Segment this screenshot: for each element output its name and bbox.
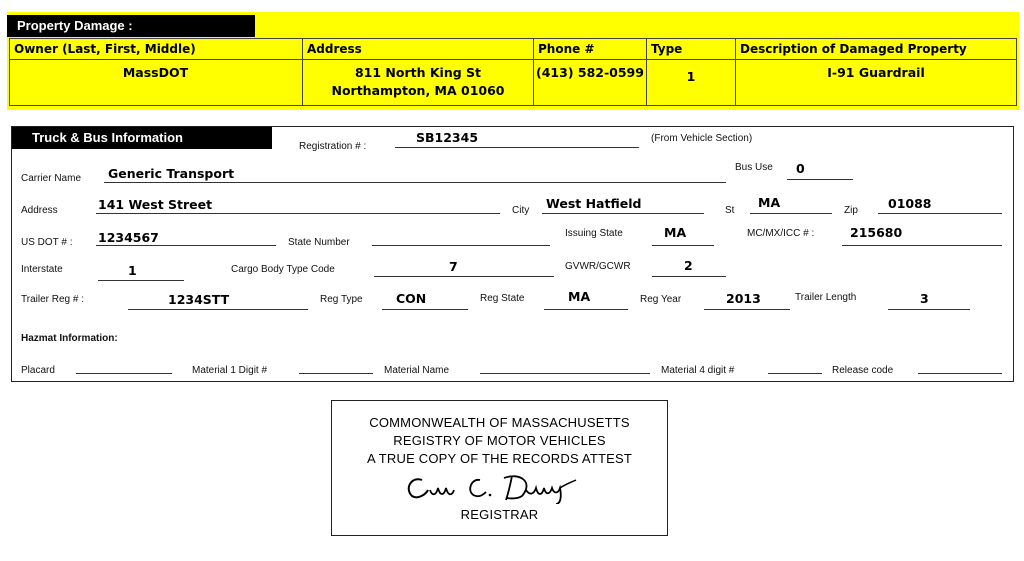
- type-cell: [647, 60, 736, 106]
- us-dot-label: US DOT # :: [21, 237, 73, 248]
- trailer-length-label: Trailer Length: [795, 292, 857, 303]
- owner-header: Owner (Last, First, Middle): [10, 39, 303, 60]
- from-vehicle-note: (From Vehicle Section): [651, 133, 753, 144]
- stamp-line1: COMMONWEALTH OF MASSACHUSETTS: [369, 415, 630, 430]
- address-cell: [303, 60, 534, 106]
- bus-use-label: Bus Use: [735, 162, 773, 173]
- trailer-reg-line: [128, 309, 308, 310]
- mc-mx-icc-label: MC/MX/ICC # :: [747, 228, 815, 239]
- hazmat-title: Hazmat Information:: [21, 333, 118, 344]
- reg-year-label: Reg Year: [640, 294, 682, 305]
- st-label: St: [725, 205, 735, 216]
- cargo-body-label: Cargo Body Type Code: [231, 264, 335, 275]
- release-code-label: Release code: [832, 365, 894, 376]
- gvwr-value: 2: [684, 258, 693, 273]
- property-damage-table: [9, 38, 1017, 106]
- table-row: [10, 60, 1017, 106]
- mc-mx-icc-value: 215680: [850, 225, 903, 240]
- gvwr-line: [652, 276, 726, 277]
- type-value: 1: [686, 69, 696, 84]
- state-number-line: [372, 245, 550, 246]
- interstate-line: [98, 280, 184, 281]
- material4-line: [768, 373, 822, 374]
- bus-use-line: [787, 179, 853, 180]
- reg-year-value: 2013: [726, 291, 761, 306]
- issuing-state-label: Issuing State: [565, 228, 623, 239]
- bus-use-value: 0: [796, 161, 805, 176]
- us-dot-value: 1234567: [98, 230, 159, 245]
- trailer-reg-label: Trailer Reg # :: [21, 294, 84, 305]
- zip-label: Zip: [844, 205, 858, 216]
- release-code-line: [918, 373, 1002, 374]
- us-dot-line: [96, 245, 276, 246]
- reg-type-line: [382, 309, 468, 310]
- property-damage-title: Property Damage :: [7, 15, 255, 37]
- registration-line: [395, 147, 639, 148]
- mc-mx-icc-line: [842, 245, 1002, 246]
- city-label: City: [512, 205, 530, 216]
- zip-line: [878, 213, 1002, 214]
- city-line: [542, 213, 704, 214]
- trailer-reg-value: 1234STT: [168, 292, 230, 307]
- reg-state-line: [544, 309, 628, 310]
- property-damage-section: [7, 12, 1019, 110]
- interstate-label: Interstate: [21, 264, 63, 275]
- material-name-label: Material Name: [384, 365, 450, 376]
- table-header-row: [10, 39, 1017, 60]
- carrier-name-line: [104, 182, 726, 183]
- st-value: MA: [758, 195, 781, 210]
- address-label: Address: [21, 205, 58, 216]
- reg-year-line: [704, 309, 790, 310]
- address-header: Address: [303, 39, 534, 60]
- description-cell: I-91 Guardrail: [736, 60, 1017, 106]
- phone-header: Phone #: [534, 39, 647, 60]
- issuing-state-line: [652, 245, 714, 246]
- carrier-name-value: Generic Transport: [108, 166, 235, 181]
- gvwr-label: GVWR/GCWR: [565, 261, 631, 272]
- truck-bus-title: Truck & Bus Information: [12, 127, 272, 149]
- cargo-body-line: [374, 276, 554, 277]
- city-value: West Hatfield: [546, 196, 642, 211]
- placard-label: Placard: [21, 365, 55, 376]
- st-line: [750, 213, 832, 214]
- address-value: 141 West Street: [98, 197, 213, 212]
- owner-cell: MassDOT: [10, 60, 303, 106]
- stamp-line3: A TRUE COPY OF THE RECORDS ATTEST: [367, 451, 632, 466]
- trailer-length-line: [888, 309, 970, 310]
- address-line1: 811 North King St: [354, 65, 482, 80]
- zip-value: 01088: [888, 196, 932, 211]
- material4-label: Material 4 digit #: [661, 365, 735, 376]
- material1-line: [299, 373, 373, 374]
- truck-bus-section: [11, 126, 1014, 382]
- reg-type-value: CON: [396, 291, 427, 306]
- placard-line: [76, 373, 172, 374]
- material-name-line: [480, 373, 650, 374]
- registration-value: SB12345: [416, 130, 479, 145]
- reg-type-label: Reg Type: [320, 294, 363, 305]
- trailer-length-value: 3: [920, 291, 929, 306]
- issuing-state-value: MA: [664, 225, 687, 240]
- carrier-name-label: Carrier Name: [21, 173, 82, 184]
- state-number-label: State Number: [288, 237, 350, 248]
- description-header: Description of Damaged Property: [736, 39, 1017, 60]
- material1-label: Material 1 Digit #: [192, 365, 268, 376]
- cargo-body-value: 7: [449, 259, 458, 274]
- stamp-title: REGISTRAR: [460, 507, 539, 522]
- reg-state-value: MA: [568, 289, 591, 304]
- interstate-value: 1: [128, 263, 137, 278]
- registration-label: Registration # :: [299, 141, 367, 152]
- stamp-line2: REGISTRY OF MOTOR VEHICLES: [393, 433, 606, 448]
- certification-stamp: [331, 400, 668, 536]
- registrar-signature: [400, 468, 600, 504]
- address-line: [96, 213, 500, 214]
- address-line2: Northampton, MA 01060: [331, 83, 505, 98]
- phone-cell: (413) 582-0599: [534, 60, 647, 106]
- reg-state-label: Reg State: [480, 293, 525, 304]
- type-header: Type: [647, 39, 736, 60]
